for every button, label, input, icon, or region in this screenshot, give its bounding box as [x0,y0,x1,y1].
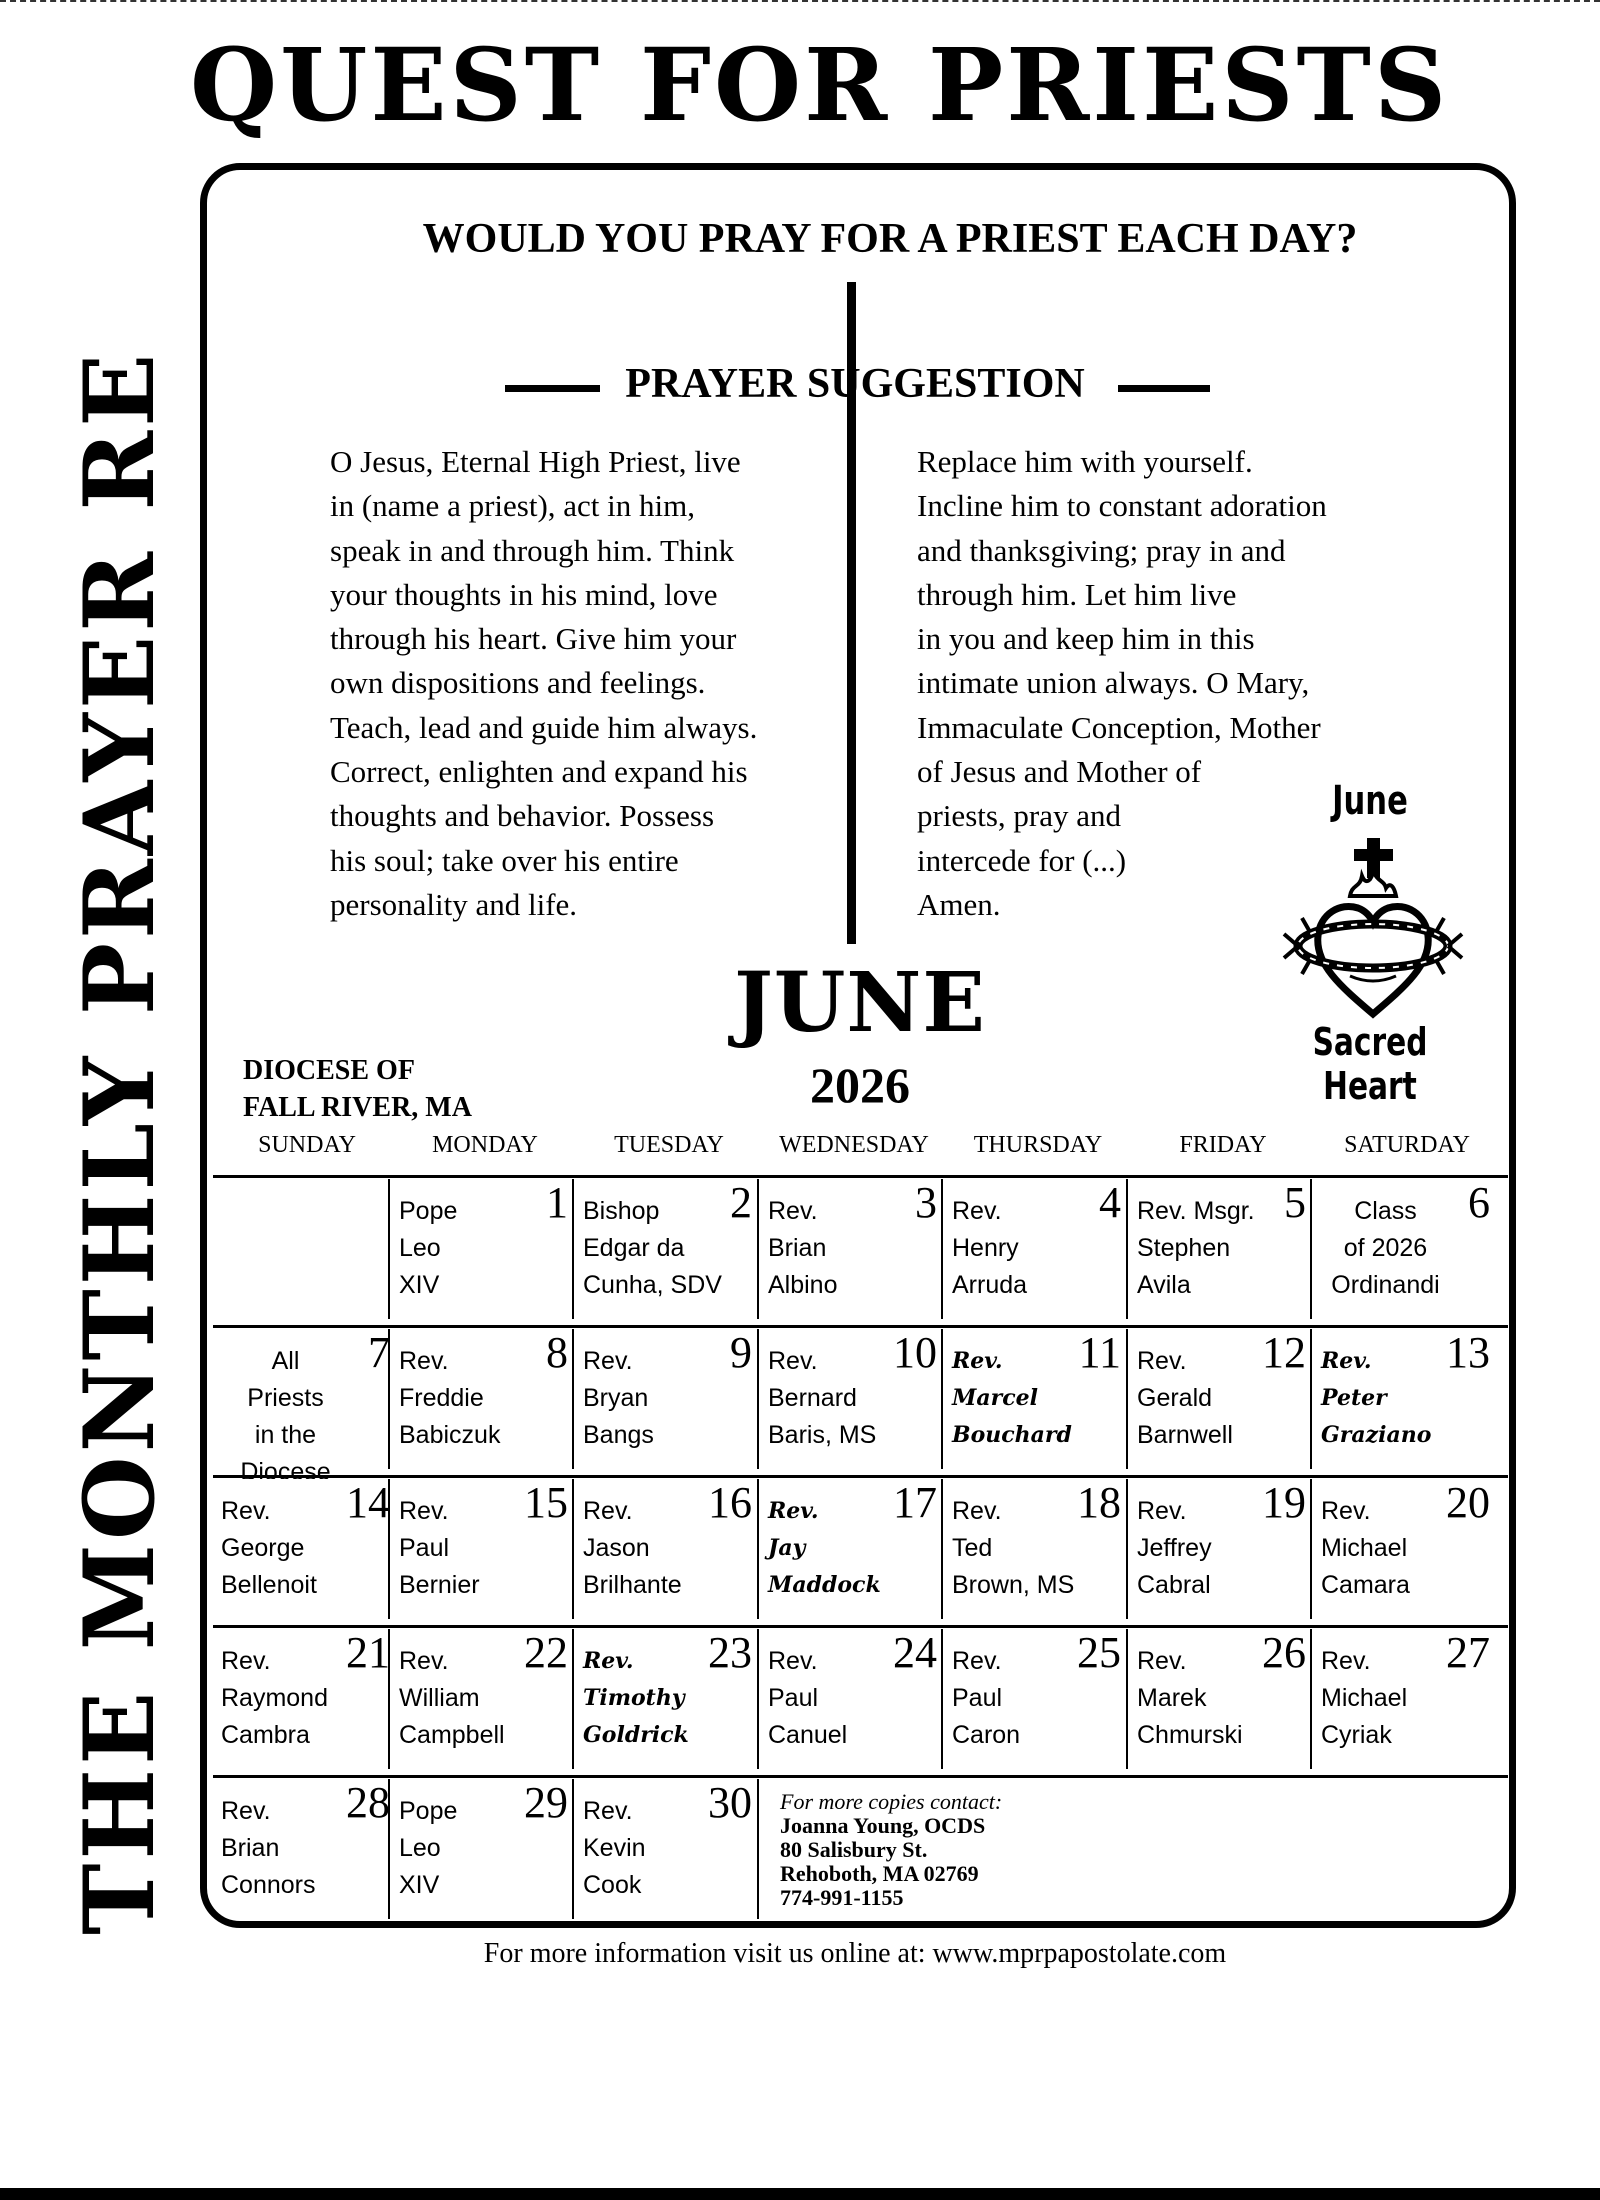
prayer-line: priests, pray and [917,798,1122,834]
day-number: 5 [1284,1179,1306,1227]
priest-name: Rev. Freddie Babiczuk [399,1347,501,1449]
priest-name: Rev. Jason Brilhante [583,1497,682,1599]
day-number: 16 [708,1479,752,1527]
heading-dash-right [1118,385,1210,392]
prayer-line: Teach, lead and guide him always. [330,709,758,745]
calendar-day [213,1629,398,1779]
prayer-line: Incline him to constant adoration [917,488,1327,524]
day-number: 2 [730,1179,752,1227]
calendar-day [944,1479,1129,1629]
calendar-day [1313,1629,1498,1779]
calendar-day [1313,1329,1498,1479]
prayer-line: thoughts and behavior. Possess [330,798,715,834]
diocese-line: FALL RIVER, MA [243,1092,472,1123]
calendar-day [213,1179,398,1329]
calendar-day [213,1779,398,1929]
emblem-month-label: June [1332,778,1408,824]
calendar-day [213,1329,398,1479]
calendar-day [391,1779,576,1929]
prayer-line: own dispositions and feelings. [330,665,706,701]
calendar-day [944,1629,1129,1779]
horizontal-title: QUEST FOR PRIESTS [190,26,1450,144]
weekday-label: FRIDAY [1179,1132,1267,1158]
priest-name: Rev. Henry Arruda [952,1197,1028,1299]
weekday-label: WEDNESDAY [779,1132,929,1158]
weekday-label: SATURDAY [1344,1132,1470,1158]
calendar-day [213,1479,398,1629]
contact-line: Rehoboth, MA 02769 [780,1861,979,1886]
prayer-line: Correct, enlighten and expand his [330,754,748,790]
day-number: 24 [893,1629,937,1677]
priest-name: Rev. Michael Cyriak [1321,1647,1408,1749]
day-number: 14 [346,1479,390,1527]
contact-title: For more copies contact: [780,1789,1003,1814]
emblem-caption-line: Heart [1323,1064,1417,1108]
priest-name: Rev. Michael Camara [1321,1497,1410,1599]
calendar-day [575,1779,760,1929]
calendar-day [760,1479,945,1629]
priest-name: Rev. Peter Graziano [1321,1348,1432,1448]
calendar-day [1313,1479,1498,1629]
diocese-label [243,1052,472,1126]
priest-name: Rev. Timothy Goldrick [583,1648,689,1748]
weekday-label: MONDAY [432,1132,538,1158]
month-title: JUNE [734,955,986,1051]
prayer-line: Amen. [917,886,1001,922]
main-question: WOULD YOU PRAY FOR A PRIEST EACH DAY? [422,216,1358,262]
year-title: 2026 [810,1057,910,1113]
day-number: 11 [1078,1329,1121,1377]
calendar-day [575,1179,760,1329]
prayer-line: and thanksgiving; pray in and [917,532,1286,568]
day-number: 17 [893,1479,937,1527]
prayer-line: personality and life. [330,886,578,922]
emblem-caption-line: Sacred [1312,1020,1428,1064]
priest-name: Pope Leo XIV [399,1197,458,1299]
day-number: 4 [1099,1179,1121,1227]
priest-name: All Priests in the Diocese [240,1347,331,1479]
calendar-day [575,1629,760,1779]
sacred-heart-icon [1280,836,1465,1031]
prayer-line: through his heart. Give him your [330,621,737,657]
calendar-day [391,1329,576,1479]
contact-block [780,1790,1180,1910]
prayer-line: Replace him with yourself. [917,444,1253,479]
priest-name: Pope Leo XIV [399,1797,458,1899]
priest-name: Rev. Jeffrey Cabral [1137,1497,1212,1599]
priest-name: Rev. Marcel Bouchard [952,1348,1072,1448]
calendar-day [760,1329,945,1479]
priest-name: Rev. Paul Caron [952,1647,1021,1749]
day-number: 27 [1446,1629,1490,1677]
priest-name: Rev. Ted Brown, MS [952,1497,1075,1599]
priest-name: Rev. Kevin Cook [583,1797,646,1899]
vertical-title: THE MONTHLY PRAYER RE [63,349,176,1935]
day-number: 21 [346,1629,390,1677]
day-number: 23 [708,1629,752,1677]
day-number: 28 [346,1779,390,1827]
day-number: 30 [708,1779,752,1827]
grid-row-line [213,1175,1508,1178]
prayer-line: Immaculate Conception, Mother [917,709,1321,745]
contact-line: 80 Salisbury St. [780,1837,928,1862]
calendar-day [575,1479,760,1629]
priest-name: Rev. Bernard Baris, MS [768,1347,877,1449]
contact-line: Joanna Young, OCDS [780,1813,986,1838]
calendar-day [391,1629,576,1779]
prayer-line: of Jesus and Mother of [917,754,1202,790]
diocese-line: DIOCESE OF [243,1055,415,1086]
priest-name: Rev. Paul Bernier [399,1497,480,1599]
prayer-line: your thoughts in his mind, love [330,576,718,612]
grid-col-line [757,1779,759,1919]
day-number: 6 [1468,1179,1490,1227]
prayer-line: in you and keep him in this [917,621,1255,657]
priest-name: Rev. Gerald Barnwell [1137,1347,1233,1449]
prayer-text-left [330,440,805,927]
emblem-caption [1304,1020,1437,1108]
footer-info: For more information visit us online at: www.mprpapostolate.com [483,1938,1227,1969]
day-number: 8 [546,1329,568,1377]
day-number: 20 [1446,1479,1490,1527]
day-number: 25 [1077,1629,1121,1677]
day-number: 1 [546,1179,568,1227]
priest-name: Rev. Msgr. Stephen Avila [1137,1197,1255,1299]
day-number: 26 [1262,1629,1306,1677]
calendar-day [1313,1179,1498,1329]
prayer-line: through him. Let him live [917,576,1237,612]
day-number: 13 [1446,1329,1490,1377]
calendar-day [391,1179,576,1329]
day-number: 15 [524,1479,568,1527]
calendar-day [944,1329,1129,1479]
weekday-label: THURSDAY [973,1132,1103,1158]
prayer-line: intercede for (...) [917,842,1127,878]
priest-name: Rev. Bryan Bangs [583,1347,654,1449]
prayer-line: O Jesus, Eternal High Priest, live [330,444,741,479]
contact-line: 774-991-1155 [780,1885,904,1910]
priest-name: Rev. Brian Albino [768,1197,838,1299]
calendar-day [760,1179,945,1329]
weekday-header [215,1132,1505,1166]
priest-name: Rev. Jay Maddock [768,1498,881,1598]
priest-name: Rev. Paul Canuel [768,1647,848,1749]
calendar-day [1129,1629,1314,1779]
calendar-day [1129,1479,1314,1629]
prayer-heading: PRAYER SUGGESTION [625,361,1085,407]
prayer-line: in (name a priest), act in him, [330,488,695,524]
priest-name: Rev. Raymond Cambra [221,1647,328,1749]
priest-name: Bishop Edgar da Cunha, SDV [583,1197,722,1299]
top-border [0,0,1600,5]
day-number: 19 [1262,1479,1306,1527]
calendar-day [1129,1329,1314,1479]
day-number: 10 [893,1329,937,1377]
bottom-border [0,2188,1600,2200]
calendar-day [575,1329,760,1479]
prayer-line: intimate union always. O Mary, [917,665,1310,701]
day-number: 18 [1077,1479,1121,1527]
priest-name: Rev. George Bellenoit [221,1497,317,1599]
prayer-line: speak in and through him. Think [330,532,735,568]
priest-name: Rev. Marek Chmurski [1137,1647,1243,1749]
prayer-line: his soul; take over his entire [330,842,679,878]
priest-name: Class of 2026 Ordinandi [1331,1197,1440,1299]
weekday-label: TUESDAY [614,1132,724,1158]
day-number: 7 [368,1329,390,1377]
day-number: 12 [1262,1329,1306,1377]
calendar-day [760,1629,945,1779]
calendar-day [944,1179,1129,1329]
calendar-day [1129,1179,1314,1329]
weekday-label: SUNDAY [258,1132,356,1158]
calendar-day [391,1479,576,1629]
day-number: 29 [524,1779,568,1827]
priest-name: Rev. William Campbell [399,1647,505,1749]
day-number: 22 [524,1629,568,1677]
priest-name: Rev. Brian Connors [221,1797,316,1899]
day-number: 9 [730,1329,752,1377]
day-number: 3 [915,1179,937,1227]
